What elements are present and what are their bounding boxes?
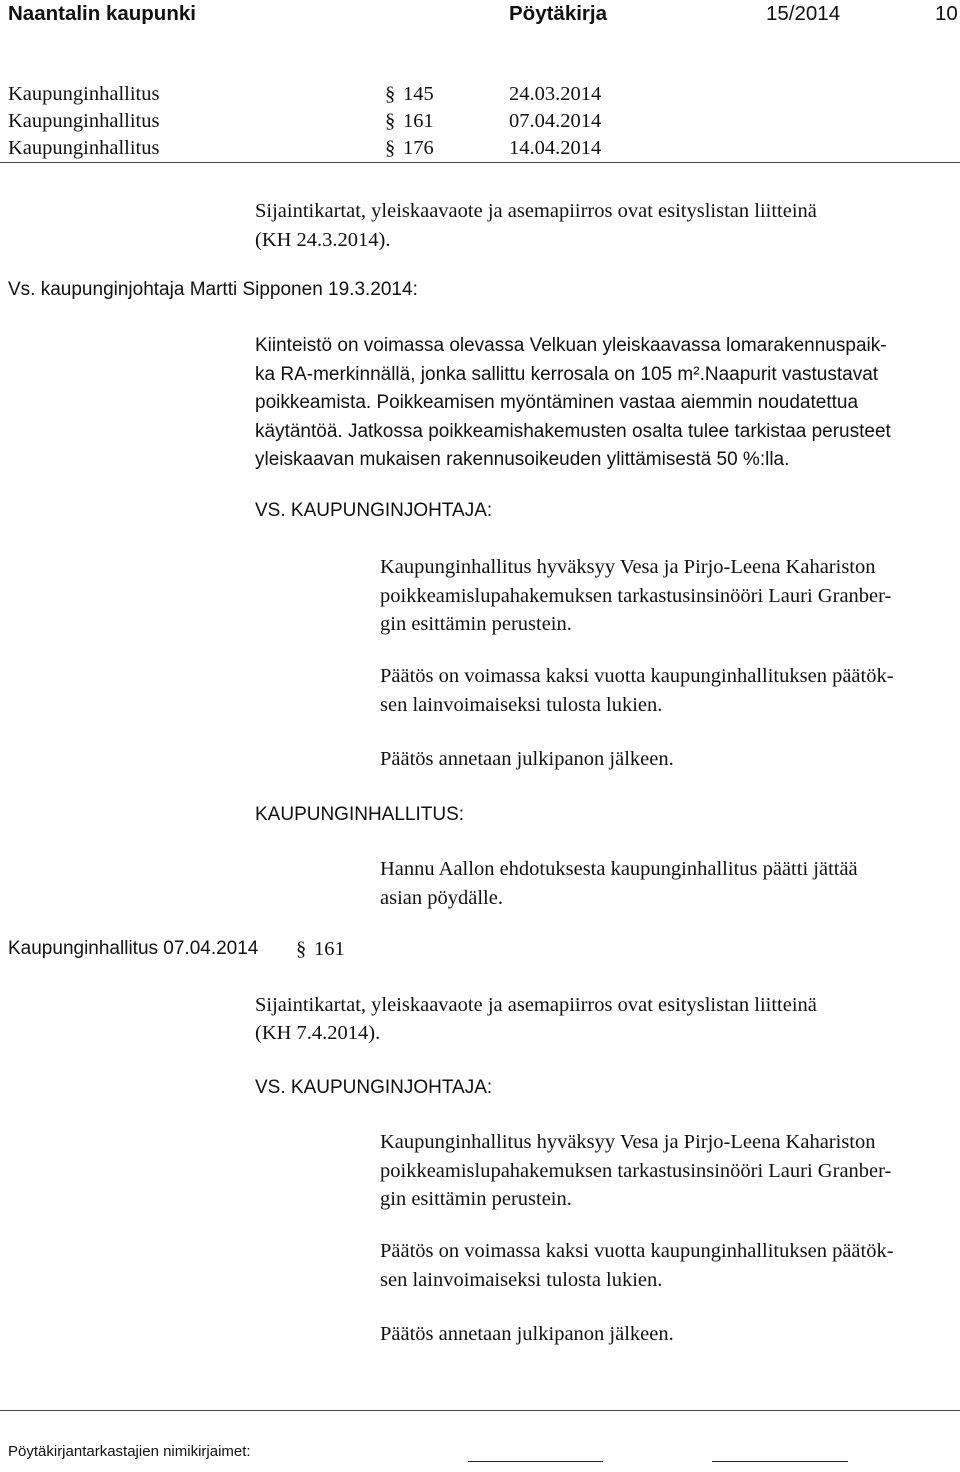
section-symbol: § [385, 110, 396, 132]
reference-number: 145 [403, 83, 434, 105]
proposal-heading: VS. KAUPUNGINJOHTAJA: [255, 1077, 493, 1098]
statement-line: yleiskaavan mukaisen rakennusoikeuden ylittämisestä 50 %:lla. [255, 449, 790, 470]
proposal-line: Kaupunginhallitus hyväksyy Vesa ja Pirjo-Leena Kahariston [380, 556, 876, 578]
proposal-line: poikkeamislupahakemuksen tarkastusinsinööri Lauri Granber- [380, 584, 892, 607]
proposal-paragraph [380, 1128, 891, 1214]
header-issue: 15/2014 [766, 2, 841, 25]
statement-line: poikkeamista. Poikkeamisen myöntäminen vastaa aiemmin noudatettua [255, 392, 859, 413]
decision-line: Hannu Aallon ehdotuksesta kaupunginhallitus päätti jättää [380, 858, 858, 880]
header-page-number: 10 [935, 2, 958, 25]
attachments-note: Sijaintikartat, yleiskaavaote ja asemapiirros ovat esityslistan liitteinä [255, 200, 817, 222]
section-symbol: § [296, 938, 307, 960]
presenter-line: Vs. kaupunginjohtaja Martti Sipponen 19.3.2014: [8, 279, 418, 300]
statement-body [255, 332, 891, 475]
proposal-paragraph [380, 1237, 894, 1294]
signature-label: Pöytäkirjantarkastajien nimikirjaimet: [8, 1443, 251, 1460]
proposal-paragraph: Päätös annetaan julkipanon jälkeen. [380, 748, 674, 770]
attachments-note-date: (KH 24.3.2014). [255, 229, 391, 251]
reference-date: 24.03.2014 [509, 83, 602, 105]
reference-body: Kaupunginhallitus [8, 110, 160, 132]
section-number: 161 [314, 938, 345, 960]
proposal-paragraph [380, 662, 894, 719]
decision-paragraph [380, 855, 858, 912]
decision-line: asian pöydälle. [380, 886, 503, 909]
proposal-paragraph: Päätös annetaan julkipanon jälkeen. [380, 1323, 674, 1345]
proposal-line: gin esittämin perustein. [380, 1188, 572, 1210]
proposal-line: gin esittämin perustein. [380, 613, 572, 635]
statement-line: käytäntöä. Jatkossa poikkeamishakemusten osalta tulee tarkistaa perusteet [255, 420, 891, 442]
reference-date: 14.04.2014 [509, 137, 602, 159]
signature-line [468, 1461, 603, 1462]
attachments-note: Sijaintikartat, yleiskaavaote ja asemapiirros ovat esityslistan liitteinä [255, 994, 817, 1016]
reference-number: 161 [403, 110, 434, 132]
proposal-line: Päätös on voimassa kaksi vuotta kaupunginhallituksen päätök- [380, 1240, 894, 1262]
section-symbol: § [385, 137, 396, 159]
meeting-reference: Kaupunginhallitus 07.04.2014 [8, 938, 259, 959]
proposal-paragraph [380, 553, 891, 639]
reference-body: Kaupunginhallitus [8, 83, 160, 105]
proposal-line: Kaupunginhallitus hyväksyy Vesa ja Pirjo-Leena Kahariston [380, 1131, 876, 1153]
proposal-heading: VS. KAUPUNGINJOHTAJA: [255, 500, 493, 521]
attachments-note-date: (KH 7.4.2014). [255, 1022, 381, 1044]
footer-divider [0, 1410, 960, 1411]
statement-line: Kiinteistö on voimassa olevassa Velkuan yleiskaavassa lomarakennuspaik- [255, 335, 887, 356]
proposal-line: sen lainvoimaiseksi tulosta lukien. [380, 693, 663, 716]
signature-line [712, 1461, 848, 1462]
decision-heading: KAUPUNGINHALLITUS: [255, 804, 465, 825]
proposal-line: Päätös on voimassa kaksi vuotta kaupunginhallituksen päätök- [380, 665, 894, 687]
header-doc-type: Pöytäkirja [509, 2, 607, 25]
reference-number: 176 [403, 137, 434, 159]
proposal-line: sen lainvoimaiseksi tulosta lukien. [380, 1268, 663, 1291]
statement-line: ka RA-merkinnällä, jonka sallittu kerrosala on 105 m².Naapurit vastustavat [255, 363, 879, 385]
reference-body: Kaupunginhallitus [8, 137, 160, 159]
header-org: Naantalin kaupunki [8, 2, 196, 25]
section-symbol: § [385, 83, 396, 105]
reference-date: 07.04.2014 [509, 110, 602, 132]
reference-divider [0, 162, 960, 163]
proposal-line: poikkeamislupahakemuksen tarkastusinsinööri Lauri Granber- [380, 1159, 892, 1182]
